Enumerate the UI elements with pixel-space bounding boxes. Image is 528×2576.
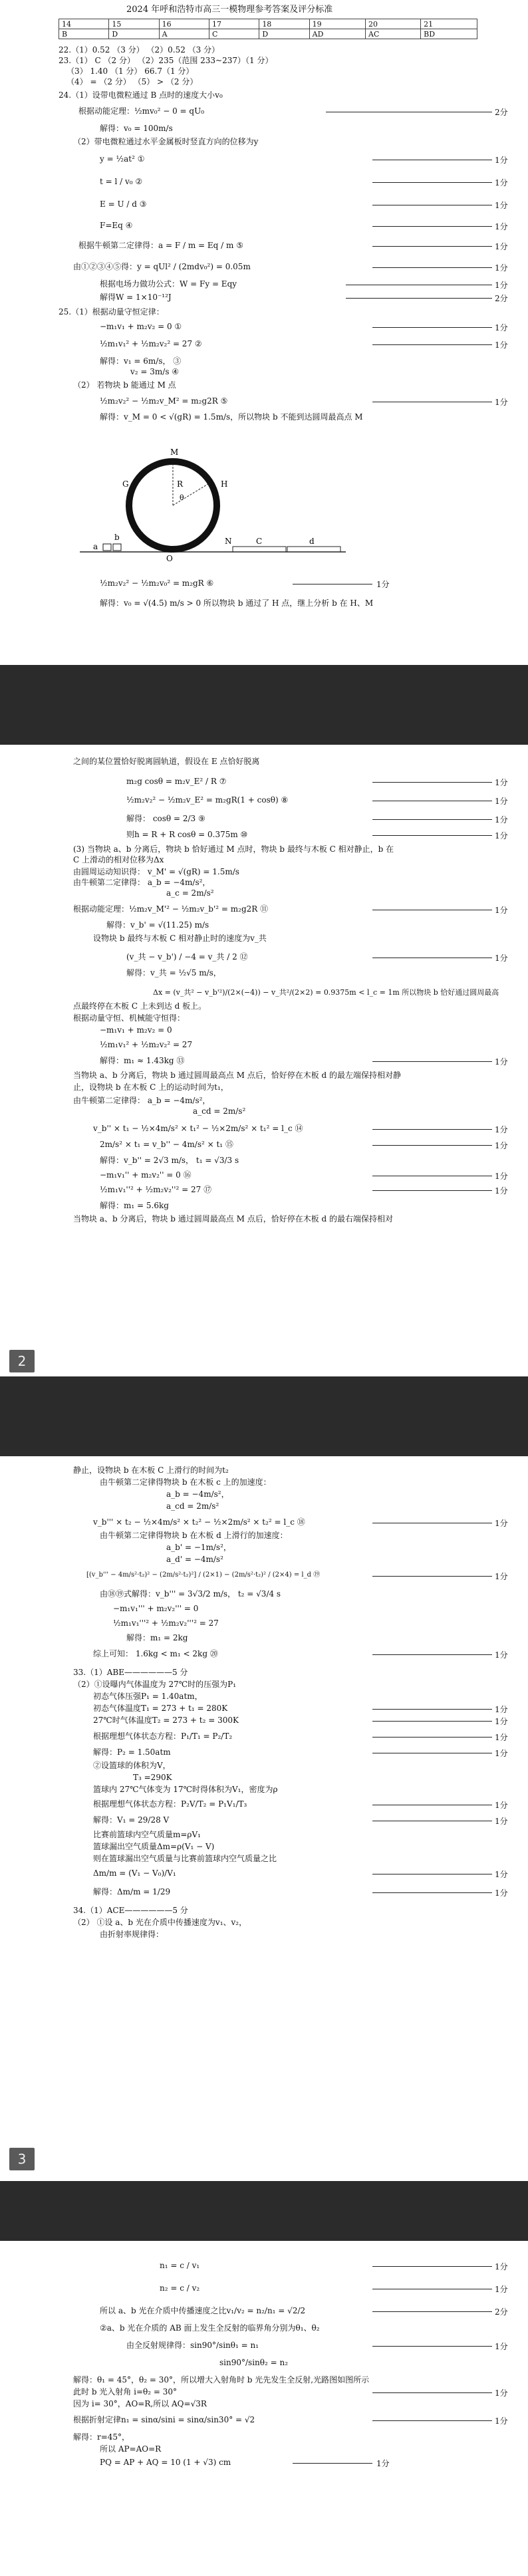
label-N: N — [225, 537, 232, 546]
score-label: 1分 — [495, 2342, 508, 2351]
answer-line: [(v_b''' − 4m/s²·t₂)² − (2m/s²·t₂)²] / (2×1) − (2m/s²·t₂)² / (2×4) = l_d ⑲ — [86, 1571, 321, 1579]
answer-line: −m₁v₁''' + m₂v₂''' = 0 — [113, 1604, 199, 1613]
answer-line: 所以 AP=AO=R — [100, 2444, 162, 2454]
score-label: 1分 — [495, 1801, 508, 1810]
answer-table — [59, 19, 477, 39]
answer-line: 设物块 b 最终与木板 C 相对静止时的速度为v_共 — [93, 934, 267, 943]
score-line — [372, 1892, 492, 1893]
answer-line: 根据理想气体状态方程：P₂V/T₂ = P₁V₁/T₃ — [93, 1799, 247, 1809]
score-label: 1分 — [495, 831, 508, 840]
label-a: a — [93, 542, 98, 551]
answer-table-header — [59, 19, 477, 29]
table-cell: D — [259, 29, 309, 39]
score-label: 1分 — [495, 263, 508, 273]
score-label: 1分 — [495, 398, 508, 407]
score-label: 1分 — [495, 1519, 508, 1528]
answer-line: 此时 b 光入射角 i=θ₂ = 30° — [73, 2387, 178, 2396]
answer-line: a_cd = 2m/s² — [166, 1501, 219, 1511]
answer-line: 当物块 a、b 分离后，物块 b 通过圆周最高点 M 点后，恰好停在木板 d 的最左端保持相对静 — [73, 1071, 402, 1080]
answer-line: ½m₂v₂² − ½m₂v₀² = m₂gR ⑥ — [100, 579, 214, 588]
answer-line: ½m₁v₁² + ½m₂v₂² = 27 ② — [100, 339, 202, 348]
table-cell: BD — [421, 29, 477, 39]
table-cell: 20 — [366, 19, 421, 29]
score-label: 1分 — [495, 1749, 508, 1758]
page-3 — [0, 1456, 528, 2181]
table-cell: 16 — [159, 19, 209, 29]
score-label: 1分 — [495, 281, 508, 290]
score-label: 1分 — [376, 2459, 390, 2468]
score-label: 2分 — [495, 294, 508, 303]
score-label: 1分 — [495, 1572, 508, 1581]
answer-line: 解得：V₁ = 29/28 V — [93, 1815, 170, 1825]
score-label: 1分 — [495, 1186, 508, 1196]
table-cell: 14 — [59, 19, 109, 29]
answer-line: Δx = (v_共² − v_b'²)/(2×(−4)) − v_共²/(2×2) = 0.9375m < l_c = 1m 所以物块 b 恰好通过圆周最高 — [153, 988, 499, 997]
answer-line: 篮球内 27℃气体变为 17℃时得体积为V₁，密度为ρ — [93, 1785, 278, 1794]
page-number-badge: 2 — [9, 1350, 35, 1372]
answer-line: n₂ = c / v₂ — [160, 2283, 200, 2293]
answer-line: sin90°/sinθ₂ = n₂ — [219, 2358, 289, 2367]
answer-line: 2m/s² × t₁ = v_b'' − 4m/s² × t₁ ⑮ — [100, 1140, 233, 1149]
table-cell: A — [159, 29, 209, 39]
answer-line: 解得：v₁ = 6m/s， ③ — [100, 356, 182, 366]
answer-line: (3) 当物块 a、b 分离后，物块 b 恰好通过 M 点时，物块 b 最终与木板 C 相对静止，b 在 — [73, 844, 394, 854]
answer-line: ½m₂v₂² − ½m₂v_E² = m₂gR(1 + cosθ) ⑧ — [126, 795, 289, 805]
score-label: 1分 — [495, 1705, 508, 1714]
score-label: 1分 — [495, 1125, 508, 1134]
answer-line: C 上滑动的相对位移为Δx — [73, 855, 164, 864]
answer-line: （2）①设曝内气体温度为 27℃时的压强为P₁ — [73, 1680, 237, 1689]
board-d — [287, 547, 340, 552]
table-cell: 21 — [421, 19, 477, 29]
answer-line: v_b''' × t₂ − ½×4m/s² × t₂² − ½×2m/s² × t₂² = l_c ⑱ — [93, 1517, 305, 1527]
answer-line: 根据折射定律n₁ = sinα/sini = sinα/sin30° = √2 — [73, 2415, 255, 2424]
answer-line: 解得：v_M = 0 < √(gR) = 1.5m/s，所以物块 b 不能到达圆周最高点 M — [100, 412, 363, 422]
answer-line: F=Eq ④ — [100, 221, 133, 230]
score-label: 1分 — [495, 201, 508, 210]
answer-line: （4） = （2 分） （5） > （2 分） — [66, 77, 198, 86]
score-line — [372, 835, 492, 836]
answer-line: （3） 1.40 （1 分） 66.7（1 分） — [66, 66, 194, 76]
score-label: 1分 — [495, 906, 508, 915]
page-2 — [0, 745, 528, 1376]
score-label: 1分 — [495, 1057, 508, 1067]
score-line — [372, 1709, 492, 1710]
answer-line: ②a、b 光在介质的 AB 面上发生全反射的临界角分别为θ₁、θ₂ — [100, 2323, 320, 2333]
circular-track-diagram — [66, 426, 439, 565]
answer-line: 由折射率规律得： — [100, 1930, 164, 1939]
answer-line: （2）带电微粒通过水平金属板时竖直方向的位移为y — [73, 137, 259, 146]
score-label: 1分 — [495, 1172, 508, 1181]
answer-line: PQ = AP + AQ = 10 (1 + √3) cm — [100, 2458, 231, 2467]
page-1 — [0, 0, 528, 665]
answer-line: 初态气体温度T₁ = 273 + t₁ = 280K — [93, 1704, 228, 1713]
answer-line: 根据动量守恒、机械能守恒得： — [73, 1013, 186, 1023]
board-c — [233, 547, 286, 552]
score-line — [372, 1145, 492, 1146]
score-line — [372, 782, 492, 783]
score-label: 1分 — [376, 580, 390, 589]
answer-line: 解得：v_b'' = 2√3 m/s， t₁ = √3/3 s — [100, 1156, 239, 1165]
answer-line: 解得W = 1×10⁻¹²J — [100, 293, 172, 302]
answer-line: a_b' = −1m/s²， — [166, 1543, 231, 1552]
answer-line: −m₁v₁'' + m₂v₂'' = 0 ⑯ — [100, 1170, 192, 1180]
table-cell: D — [109, 29, 159, 39]
score-line — [372, 1721, 492, 1722]
label-b: b — [114, 533, 120, 542]
answer-line: 由全反射规律得：sin90°/sinθ₁ = n₁ — [126, 2341, 259, 2350]
score-line — [372, 344, 492, 345]
label-d: d — [309, 537, 315, 546]
answer-line: 解得：r=45°， — [73, 2432, 130, 2442]
score-line — [372, 1129, 492, 1130]
answer-line: 27℃时气体温度T₂ = 273 + t₂ = 300K — [93, 1716, 239, 1725]
answer-line: 由牛顿第二定律得： a_b = −4m/s²， — [73, 1096, 211, 1105]
answer-line: 综上可知： 1.6kg < m₁ < 2kg ⑳ — [93, 1649, 218, 1658]
answer-line: 解得：v_共 = ½√5 m/s， — [126, 968, 221, 977]
answer-line: 33.（1）ABE——————5 分 — [73, 1668, 188, 1677]
answer-line: a_cd = 2m/s² — [193, 1106, 246, 1116]
answer-line: 解得：v_b' = √(11.25) m/s — [106, 920, 209, 930]
answer-line: (v_共 − v_b') / −4 = v_共 / 2 ⑫ — [126, 952, 248, 962]
label-C: C — [256, 537, 263, 546]
table-cell: C — [209, 29, 259, 39]
answer-line: 解得：P₂ = 1.50atm — [93, 1747, 171, 1757]
score-label: 1分 — [495, 2285, 508, 2294]
score-label: 1分 — [495, 2262, 508, 2271]
answer-line: 之间的某位置恰好脱离圆轨道，假设在 E 点恰好脱离 — [73, 757, 260, 766]
score-line — [372, 2266, 492, 2267]
page-gap — [0, 1376, 528, 1456]
answer-line: 初态气体压强P₁ = 1.40atm， — [93, 1692, 203, 1701]
table-cell: 19 — [309, 19, 365, 29]
answer-line: 由圆周运动知识得： v_M' = √(gR) = 1.5m/s — [73, 867, 239, 876]
answer-line: ½m₁v₁² + ½m₂v₂² = 27 — [100, 1040, 193, 1049]
answer-line: 静止，设物块 b 在木板 C 上滑行的时间为t₂ — [73, 1466, 229, 1475]
score-line — [346, 298, 492, 299]
score-label: 1分 — [495, 2416, 508, 2426]
score-label: 1分 — [495, 1650, 508, 1660]
score-line — [372, 1654, 492, 1655]
table-cell: AC — [366, 29, 421, 39]
table-cell: AD — [309, 29, 365, 39]
document-title: 2024 年呼和浩特市高三一模物理参考答案及评分标准 — [126, 5, 333, 15]
answer-line: 34.（1）ACE——————5 分 — [73, 1906, 188, 1915]
block-b — [113, 544, 121, 551]
answer-line: y = ½at² ① — [100, 154, 145, 164]
answer-line: ②设篮球的体积为V， — [93, 1761, 171, 1770]
label-R: R — [177, 479, 184, 489]
score-line — [372, 1061, 492, 1062]
score-label: 1分 — [495, 954, 508, 963]
score-line — [293, 2463, 372, 2464]
score-line — [372, 226, 492, 227]
table-cell: 18 — [259, 19, 309, 29]
page-gap — [0, 2181, 528, 2241]
score-label: 1分 — [495, 156, 508, 165]
answer-line: Δm/m = (V₁ − V₀)/V₁ — [93, 1868, 176, 1878]
answer-line: ½m₂v₂² − ½m₂v_M² = m₂g2R ⑤ — [100, 396, 228, 406]
answer-line: v_b'' × t₁ − ½×4m/s² × t₁² − ½×2m/s² × t₁² = l_c ⑭ — [93, 1124, 303, 1133]
score-label: 1分 — [495, 222, 508, 231]
score-label: 1分 — [495, 178, 508, 188]
answer-line: 22.（1）0.52 （3 分） （2）0.52 （3 分） — [59, 45, 220, 55]
page-gap — [0, 665, 528, 745]
score-line — [372, 327, 492, 328]
score-line — [372, 2392, 492, 2393]
score-label: 1分 — [495, 1733, 508, 1742]
score-line — [372, 2311, 492, 2312]
score-label: 1分 — [495, 1717, 508, 1726]
table-cell: B — [59, 29, 109, 39]
answer-line: 解得：v₀ = √(4.5) m/s > 0 所以物块 b 通过了 H 点，继上分析 b 在 H、M — [100, 598, 374, 608]
answer-line: 所以 a、b 光在介质中传播速度之比v₁/v₂ = n₂/n₁ = √2/2 — [100, 2306, 306, 2315]
score-label: 2分 — [495, 108, 508, 117]
answer-table-row — [59, 29, 477, 39]
answer-line: 比赛前篮球内空气质量m=ρV₁ — [93, 1830, 201, 1839]
label-theta: θ — [180, 493, 184, 502]
score-line — [372, 246, 492, 247]
answer-line: ½m₁v₁''² + ½m₂v₂''² = 27 ⑰ — [100, 1185, 212, 1194]
answer-line: n₁ = c / v₁ — [160, 2261, 200, 2270]
score-label: 1分 — [495, 778, 508, 787]
answer-line: 解得： cosθ = 2/3 ⑨ — [126, 814, 205, 823]
score-label: 1分 — [495, 323, 508, 332]
answer-line: 由①②③④⑤得：y = qUl² / (2mdv₀²) = 0.05m — [73, 262, 251, 271]
answer-line: 则在篮球漏出空气质量与比赛前篮球内空气质量之比 — [93, 1854, 277, 1863]
answer-line: 当物块 a、b 分离后，物块 b 通过圆周最高点 M 点后，恰好停在木板 d 的最右端保持相对 — [73, 1214, 394, 1224]
answer-line: 由牛顿第二定律得： a_b = −4m/s²， — [73, 878, 211, 887]
score-line — [372, 2346, 492, 2347]
answer-line: 根据牛顿第二定律得：a = F / m = Eq / m ⑤ — [78, 241, 243, 250]
answer-line: 解得：m₁ = 5.6kg — [100, 1201, 169, 1210]
answer-line: 解得：Δm/m = 1/29 — [93, 1887, 171, 1896]
answer-line: 24.（1）设带电微粒通过 B 点时的速度大小v₀ — [59, 90, 223, 100]
answer-line: 止，设物块 b 在木板 C 上的运动时间为t₁， — [73, 1083, 229, 1092]
score-label: 1分 — [495, 1141, 508, 1150]
answer-line: 23.（1） C （2 分） （2）235（范围 233~237）（1 分） — [59, 56, 273, 65]
answer-line: a_b = −4m/s²， — [166, 1489, 229, 1499]
answer-line: v₂ = 3m/s ④ — [130, 367, 180, 376]
page-4 — [0, 2241, 528, 2576]
score-label: 1分 — [495, 797, 508, 806]
answer-line: 由牛顿第二定律得物块 b 在木板 d 上滑行的加速度： — [100, 1531, 288, 1540]
answer-line: −m₁v₁ + m₂v₂ = 0 — [100, 1025, 172, 1035]
answer-line: 篮球漏出空气质量Δm=ρ(V₁ − V) — [93, 1842, 215, 1851]
score-label: 1分 — [495, 1817, 508, 1826]
answer-line: 根据动能定理：½m₂v_M'² − ½m₂v_b'² = m₂g2R ⑪ — [73, 904, 269, 914]
label-G: G — [122, 479, 129, 489]
answer-line: 由⑱⑲式解得：v_b''' = 3√3/2 m/s， t₂ = √3/4 s — [100, 1589, 281, 1599]
score-line — [372, 182, 492, 183]
answer-line: 解得：m₁ ≈ 1.43kg ⑬ — [100, 1056, 185, 1065]
answer-line: a_c = 2m/s² — [166, 888, 214, 898]
answer-line: ½m₁v₁'''² + ½m₂v₂'''² = 27 — [113, 1618, 219, 1628]
answer-line: a_d' = −4m/s² — [166, 1555, 223, 1564]
answer-line: 由牛顿第二定律得物块 b 在木板 c 上的加速度： — [100, 1478, 271, 1487]
answer-line: 根据动能定理：½mv₀² − 0 = qU₀ — [78, 106, 205, 116]
answer-line: 解得：m₁ = 2kg — [126, 1633, 188, 1642]
score-line — [372, 267, 492, 268]
answer-line: 因为 i= 30°，AO=R,所以 AQ=√3R — [73, 2399, 207, 2408]
answer-line: （2） 若物块 b 能通过 M 点 — [73, 380, 176, 390]
score-line — [372, 1576, 492, 1577]
answer-line: 根据电场力做功公式：W = Fy = Eqy — [100, 279, 237, 289]
score-label: 2分 — [495, 2307, 508, 2317]
score-label: 1分 — [495, 1888, 508, 1898]
score-label: 1分 — [495, 815, 508, 825]
page-number-badge: 3 — [9, 2148, 35, 2170]
score-line — [372, 1737, 492, 1738]
answer-line: 解得：θ₁ = 45°，θ₂ = 30°，所以增大入射角时 b 光先发生全反射,光路图如图所示 — [73, 2375, 370, 2384]
score-label: 1分 — [495, 1870, 508, 1879]
label-O: O — [166, 554, 173, 563]
score-line — [372, 2420, 492, 2421]
score-label: 1分 — [495, 2388, 508, 2398]
answer-line: T₃ =290K — [133, 1773, 172, 1782]
answer-line: 解得：v₀ = 100m/s — [100, 124, 173, 133]
block-a — [103, 544, 111, 551]
answer-line: 则h = R + R cosθ = 0.375m ⑩ — [126, 830, 248, 839]
score-line — [372, 819, 492, 820]
answer-line: t = l / v₀ ② — [100, 177, 143, 186]
answer-line: 25.（1）根据动量守恒定律： — [59, 307, 164, 317]
answer-line: 点最终停在木板 C 上未到达 d 板上。 — [73, 1001, 207, 1011]
answer-line: −m₁v₁ + m₂v₂ = 0 ① — [100, 322, 182, 331]
score-label: 1分 — [495, 340, 508, 350]
answer-line: m₂g cosθ = m₂v_E² / R ⑦ — [126, 777, 227, 786]
table-cell: 15 — [109, 19, 159, 29]
score-label: 1分 — [495, 242, 508, 251]
table-cell: 17 — [209, 19, 259, 29]
answer-line: E = U / d ③ — [100, 199, 147, 209]
score-line — [372, 1190, 492, 1191]
answer-line: （2） ①设 a、b 光在介质中传播速度为v₁、v₂， — [73, 1918, 247, 1927]
answer-line: 根据理想气体状态方程：P₁/T₁ = P₂/T₂ — [93, 1732, 233, 1741]
label-H: H — [221, 479, 228, 489]
label-M: M — [170, 448, 179, 457]
